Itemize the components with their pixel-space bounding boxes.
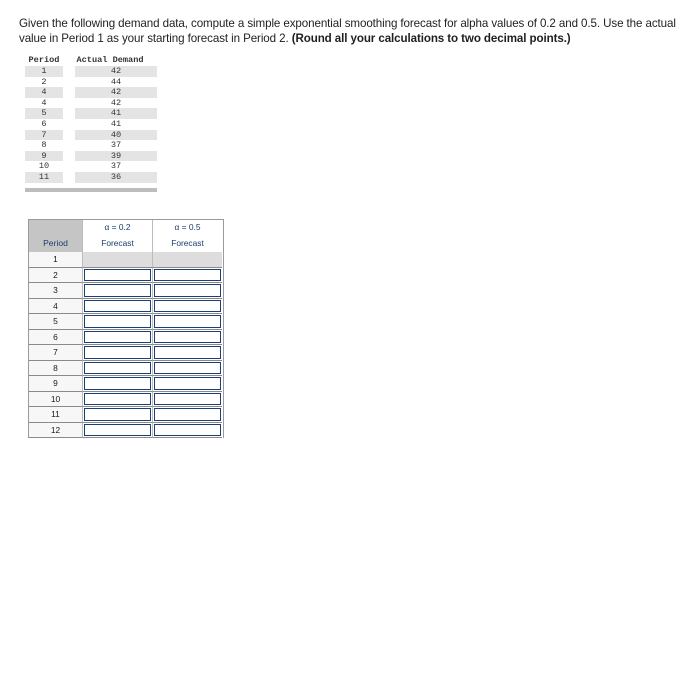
forecast-input-alpha-0-2-period-11[interactable] (84, 408, 151, 421)
demand-value: 42 (110, 97, 122, 108)
demand-period: 4 (25, 87, 63, 98)
forecast-period: 7 (29, 345, 82, 361)
forecast-period: 1 (29, 252, 82, 268)
forecast-row (29, 283, 223, 299)
forecast-input-alpha-0-2-period-8[interactable] (84, 362, 151, 375)
forecast-period: 12 (29, 423, 82, 439)
forecast-cell-alpha-0-5 (152, 299, 222, 315)
demand-value: 40 (75, 130, 157, 141)
forecast-period: 6 (29, 330, 82, 346)
demand-value: 41 (110, 118, 122, 129)
demand-table-bottom-rule (25, 188, 157, 192)
forecast-cell-alpha-0-5 (152, 361, 222, 377)
forecast-input-alpha-0-5-period-12[interactable] (154, 424, 221, 437)
demand-value: 37 (110, 161, 122, 172)
demand-value: 39 (75, 151, 157, 162)
forecast-cell-alpha-0-5 (152, 407, 222, 423)
forecast-cell-alpha-0-2 (82, 345, 152, 361)
forecast-cell-alpha-0-5 (152, 345, 222, 361)
period-header: Period (29, 235, 82, 252)
forecast-period: 11 (29, 407, 82, 423)
forecast-period: 3 (29, 283, 82, 299)
forecast-cell-alpha-0-2 (82, 361, 152, 377)
forecast-row (29, 407, 223, 423)
demand-row (25, 172, 157, 183)
alpha-0-5-label: α = 0.5 (152, 220, 222, 235)
demand-value: 41 (75, 108, 157, 119)
forecast-input-alpha-0-5-period-6[interactable] (154, 331, 221, 344)
period-header-spacer (29, 220, 82, 235)
demand-row (25, 108, 157, 119)
forecast-cell-alpha-0-2 (82, 423, 152, 439)
demand-value: 36 (75, 172, 157, 183)
forecast-table (28, 219, 224, 438)
forecast-input-alpha-0-5-period-11[interactable] (154, 408, 221, 421)
demand-row (25, 66, 157, 77)
demand-row (25, 77, 157, 88)
forecast-cell-alpha-0-2 (82, 268, 152, 284)
demand-row (25, 130, 157, 141)
forecast-row (29, 252, 223, 268)
demand-period: 8 (41, 140, 47, 151)
demand-period: 10 (38, 161, 50, 172)
forecast-input-alpha-0-2-period-7[interactable] (84, 346, 151, 359)
demand-header-actual: Actual Demand (76, 55, 144, 65)
demand-data-table (25, 55, 157, 192)
forecast-cell-alpha-0-5 (152, 392, 222, 408)
forecast-period: 4 (29, 299, 82, 315)
forecast-row (29, 330, 223, 346)
question-body: Given the following demand data, compute a simple exponential smoothing forecast for alpha values of 0.2 and 0.5. Use the actual value in Period 1 as your starting forecast in Period 2. (19, 17, 676, 45)
demand-value: 44 (110, 76, 122, 87)
forecast-cell-alpha-0-5 (152, 314, 222, 330)
forecast-cell-alpha-0-2 (82, 392, 152, 408)
forecast-input-alpha-0-2-period-2[interactable] (84, 269, 151, 282)
forecast-header-alpha-0-5: Forecast (152, 235, 222, 252)
forecast-input-alpha-0-5-period-5[interactable] (154, 315, 221, 328)
forecast-row (29, 376, 223, 392)
demand-period: 7 (25, 130, 63, 141)
forecast-row (29, 423, 223, 439)
forecast-row (29, 345, 223, 361)
forecast-input-alpha-0-2-period-10[interactable] (84, 393, 151, 406)
forecast-row (29, 392, 223, 408)
forecast-period: 5 (29, 314, 82, 330)
forecast-cell-alpha-0-5 (152, 252, 222, 268)
demand-row (25, 140, 157, 151)
forecast-cell-alpha-0-5 (152, 283, 222, 299)
demand-period: 11 (25, 172, 63, 183)
forecast-input-alpha-0-5-period-4[interactable] (154, 300, 221, 313)
forecast-cell-alpha-0-2 (82, 314, 152, 330)
forecast-header-row (29, 235, 223, 252)
forecast-input-alpha-0-2-period-4[interactable] (84, 300, 151, 313)
forecast-cell-alpha-0-2 (82, 252, 152, 268)
forecast-cell-alpha-0-5 (152, 268, 222, 284)
forecast-input-alpha-0-2-period-6[interactable] (84, 331, 151, 344)
demand-period: 4 (41, 97, 47, 108)
forecast-period: 2 (29, 268, 82, 284)
demand-period: 2 (41, 76, 47, 87)
forecast-cell-alpha-0-5 (152, 376, 222, 392)
forecast-row (29, 314, 223, 330)
demand-row (25, 119, 157, 130)
forecast-cell-alpha-0-5 (152, 423, 222, 439)
demand-period: 5 (25, 108, 63, 119)
demand-value: 42 (75, 66, 157, 77)
demand-row (25, 161, 157, 172)
question-text (19, 17, 681, 46)
forecast-row (29, 268, 223, 284)
forecast-cell-alpha-0-2 (82, 283, 152, 299)
forecast-row (29, 361, 223, 377)
alpha-0-2-label: α = 0.2 (82, 220, 152, 235)
demand-value: 42 (75, 87, 157, 98)
forecast-period: 9 (29, 376, 82, 392)
forecast-cell-alpha-0-2 (82, 407, 152, 423)
forecast-cell-alpha-0-5 (152, 330, 222, 346)
forecast-input-alpha-0-5-period-3[interactable] (154, 284, 221, 297)
forecast-cell-alpha-0-2 (82, 330, 152, 346)
forecast-period: 10 (29, 392, 82, 408)
forecast-input-alpha-0-5-period-10[interactable] (154, 393, 221, 406)
forecast-cell-alpha-0-2 (82, 299, 152, 315)
demand-period: 1 (25, 66, 63, 77)
demand-period: 6 (41, 118, 47, 129)
forecast-alpha-row (29, 220, 223, 235)
forecast-period: 8 (29, 361, 82, 377)
question-rounding-note: (Round all your calculations to two decimal points.) (291, 31, 571, 45)
forecast-input-alpha-0-5-period-2[interactable] (154, 269, 221, 282)
demand-header-period: Period (28, 55, 60, 65)
forecast-input-alpha-0-2-period-3[interactable] (84, 284, 151, 297)
forecast-input-alpha-0-2-period-12[interactable] (84, 424, 151, 437)
demand-value: 37 (110, 140, 122, 151)
forecast-input-alpha-0-5-period-9[interactable] (154, 377, 221, 390)
demand-row (25, 87, 157, 98)
demand-row (25, 98, 157, 109)
demand-table-header (25, 55, 157, 66)
forecast-cell-alpha-0-2 (82, 376, 152, 392)
forecast-input-alpha-0-5-period-7[interactable] (154, 346, 221, 359)
demand-period: 9 (25, 151, 63, 162)
forecast-input-alpha-0-2-period-9[interactable] (84, 377, 151, 390)
demand-row (25, 151, 157, 162)
forecast-input-alpha-0-5-period-8[interactable] (154, 362, 221, 375)
forecast-header-alpha-0-2: Forecast (82, 235, 152, 252)
forecast-row (29, 299, 223, 315)
forecast-input-alpha-0-2-period-5[interactable] (84, 315, 151, 328)
